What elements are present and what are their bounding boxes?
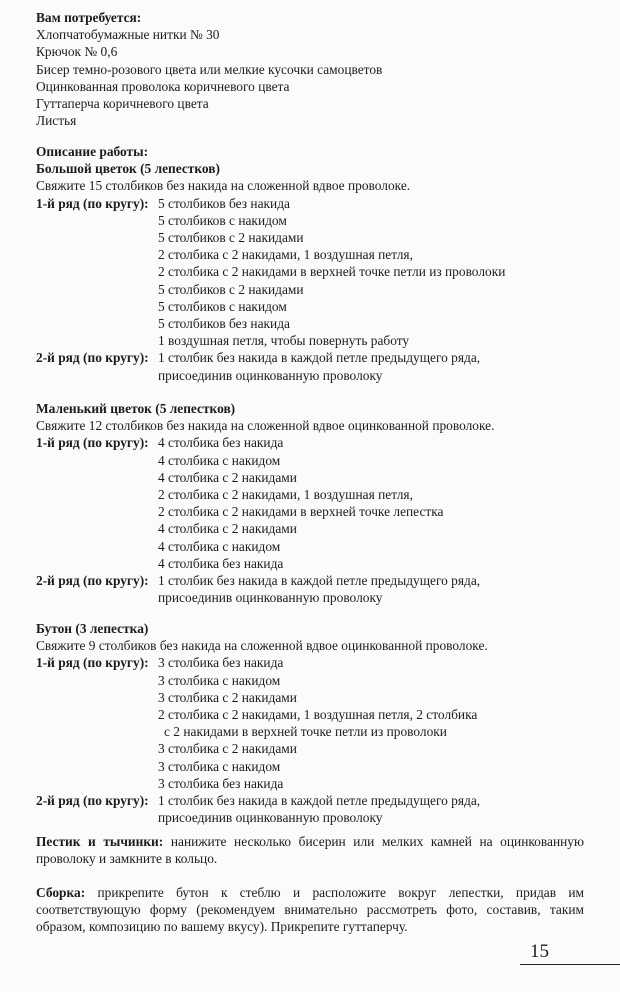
row-label: 2-й ряд (по кругу):: [36, 793, 149, 809]
instruction-line: присоединив оцинкованную проволоку: [158, 810, 383, 826]
description-heading: Описание работы:: [36, 144, 149, 159]
instruction-line: 4 столбика без накида: [158, 435, 284, 451]
row-1-instruction: [36, 654, 488, 671]
assembly-text: прикрепите бутон к стеблю и расположите вокруг лепестки, придав им соответствующую форму (рекомендуем внимательно рассмотреть фото, составив, таким образом, композицию по вашему вкусу). Прикрепите гуттаперчу.: [36, 885, 584, 935]
instruction-line: 2 столбика с 2 накидами, 1 воздушная петля, 2 столбика: [158, 707, 478, 723]
materials-item: Гуттаперча коричневого цвета: [36, 96, 209, 112]
materials-item: Хлопчатобумажные нитки № 30: [36, 27, 220, 43]
row-label: 2-й ряд (по кругу):: [36, 573, 149, 589]
instruction-line: 3 столбика без накида: [158, 655, 284, 671]
row-2-instruction: [36, 792, 488, 809]
row-label: 1-й ряд (по кругу):: [36, 655, 149, 671]
row-1-instruction: [36, 195, 505, 212]
page-number-rule: [520, 964, 620, 965]
materials-section: [36, 9, 382, 129]
materials-heading: Вам потребуется:: [36, 10, 142, 25]
instruction-line: 1 столбик без накида в каждой петле предыдущего ряда,: [158, 793, 481, 809]
row-label: 2-й ряд (по кругу):: [36, 350, 149, 366]
instruction-line: 2 столбика с 2 накидами, 1 воздушная петля,: [158, 247, 413, 263]
instruction-line: 5 столбиков с накидом: [158, 212, 287, 228]
instruction-line: 5 столбиков без накида: [158, 316, 290, 332]
instruction-line: с 2 накидами в верхней точке петли из проволоки: [164, 724, 447, 740]
pistil-paragraph: [36, 833, 584, 867]
instruction-line: 4 столбика с накидом: [158, 538, 281, 554]
pistil-label: Пестик и тычинки:: [36, 834, 164, 849]
assembly-paragraph: [36, 884, 584, 936]
row-label: 1-й ряд (по кругу):: [36, 195, 149, 211]
row-1-instruction: [36, 434, 494, 451]
row-label: 1-й ряд (по кругу):: [36, 435, 149, 451]
bud-section: [36, 620, 488, 826]
instruction-line: 4 столбика без накида: [158, 555, 284, 571]
instruction-line: присоединив оцинкованную проволоку: [158, 590, 383, 606]
bud-intro: Свяжите 9 столбиков без накида на сложенной вдвое оцинкованной проволоке.: [36, 638, 488, 654]
instruction-line: 2 столбика с 2 накидами в верхней точке лепестка: [158, 504, 444, 520]
materials-item: Бисер темно-розового цвета или мелкие кусочки самоцветов: [36, 61, 383, 77]
instruction-line: 5 столбиков с накидом: [158, 298, 287, 314]
small-flower-title: Маленький цветок (5 лепестков): [36, 401, 236, 416]
instruction-line: 1 столбик без накида в каждой петле предыдущего ряда,: [158, 573, 481, 589]
instruction-line: 3 столбика с накидом: [158, 758, 281, 774]
instruction-line: 3 столбика без накида: [158, 775, 284, 791]
instruction-line: 3 столбика с 2 накидами: [158, 689, 297, 705]
instruction-line: 4 столбика с 2 накидами: [158, 469, 297, 485]
instruction-line: 2 столбика с 2 накидами в верхней точке петли из проволоки: [158, 264, 506, 280]
materials-item: Крючок № 0,6: [36, 44, 118, 60]
big-flower-title: Большой цветок (5 лепестков): [36, 161, 220, 177]
page-number: 15: [530, 941, 549, 962]
instruction-line: 1 столбик без накида в каждой петле предыдущего ряда,: [158, 350, 481, 366]
materials-item: Листья: [36, 113, 77, 129]
instruction-line: 5 столбиков с 2 накидами: [158, 281, 304, 297]
small-flower-intro: Свяжите 12 столбиков без накида на сложенной вдвое оцинкованной проволоке.: [36, 418, 495, 434]
materials-item: Оцинкованная проволока коричневого цвета: [36, 78, 290, 94]
instruction-line: 4 столбика с 2 накидами: [158, 521, 297, 537]
instruction-line: 3 столбика с 2 накидами: [158, 741, 297, 757]
big-flower-intro: Свяжите 15 столбиков без накида на сложенной вдвое проволоке.: [36, 178, 411, 194]
bud-title: Бутон (3 лепестка): [36, 621, 149, 636]
row-2-instruction: [36, 572, 494, 589]
instruction-line: присоединив оцинкованную проволоку: [158, 367, 383, 383]
instruction-line: 5 столбиков без накида: [158, 195, 290, 211]
pistil-text: нанижите несколько бисерин или мелких камней на оцинкованную проволоку и замкните в кольцо.: [36, 834, 584, 867]
row-2-instruction: [36, 349, 505, 366]
instruction-line: 5 столбиков с 2 накидами: [158, 230, 304, 246]
instruction-line: 1 воздушная петля, чтобы повернуть работу: [158, 333, 410, 349]
description-section: [36, 143, 505, 384]
instruction-line: 4 столбика с накидом: [158, 452, 281, 468]
instruction-line: 3 столбика с накидом: [158, 672, 281, 688]
instruction-line: 2 столбика с 2 накидами, 1 воздушная петля,: [158, 487, 413, 503]
assembly-label: Сборка:: [36, 885, 86, 900]
small-flower-section: [36, 400, 494, 606]
